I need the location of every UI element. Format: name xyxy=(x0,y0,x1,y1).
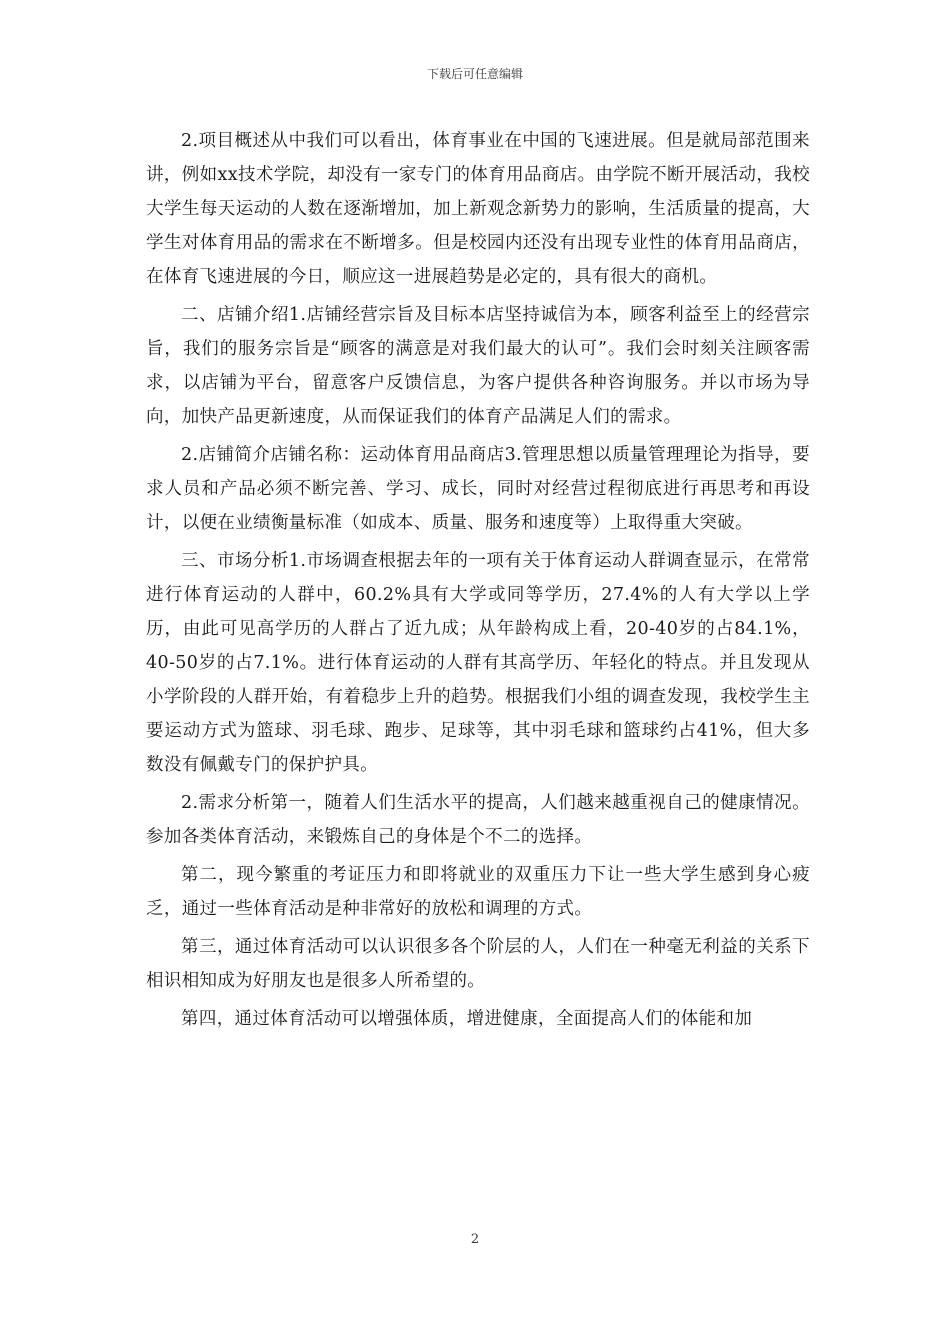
document-body xyxy=(146,124,810,1040)
paragraph-store-profile: 2.店铺简介店铺名称：运动体育用品商店3.管理思想以质量管理理论为指导，要求人员和产品必须不断完善、学习、成长，同时对经营过程彻底进行再思考和再设计，以便在业绩衡量标准（如成本、质量、服务和速度等）上取得重大突破。 xyxy=(146,445,810,533)
paragraph-market-analysis: 三、市场分析1.市场调查根据去年的一项有关于体育运动人群调查显示，在常常进行体育运动的人群中，60.2%具有大学或同等学历，27.4%的人有大学以上学历，由此可见高学历的人群占了近九成；从年龄构成上看，20-40岁的占84.1%，40-50岁的占7.1%。进行体育运动的人群有其高学历、年轻化的特点。并且发现从小学阶段的人群开始，有着稳步上升的趋势。根据我们小组的调查发现，我校学生主要运动方式为篮球、羽毛球、跑步、足球等，其中羽毛球和篮球约占41%，但大多数没有佩戴专门的保护护具。 xyxy=(146,551,810,775)
page-header: 下载后可任意编辑 xyxy=(426,67,523,81)
page-number: 2 xyxy=(470,1232,480,1247)
paragraph-demand-second: 第二，现今繁重的考证压力和即将就业的双重压力下让一些大学生感到身心疲乏，通过一些体育活动是种非常好的放松和调理的方式。 xyxy=(146,865,810,919)
paragraph-demand-first: 2.需求分析第一，随着人们生活水平的提高，人们越来越重视自己的健康情况。参加各类体育活动，来锻炼自己的身体是个不二的选择。 xyxy=(146,793,810,847)
paragraph-store-introduction: 二、店铺介绍1.店铺经营宗旨及目标本店坚持诚信为本，顾客利益至上的经营宗旨，我们的服务宗旨是“顾客的满意是对我们最大的认可”。我们会时刻关注顾客需求，以店铺为平台，留意客户反馈信息，为客户提供各种咨询服务。并以市场为导向，加快产品更新速度，从而保证我们的体育产品满足人们的需求。 xyxy=(146,305,810,427)
paragraph-demand-fourth: 第四，通过体育活动可以增强体质，增进健康，全面提高人们的体能和加 xyxy=(181,1009,753,1029)
paragraph-project-overview: 2.项目概述从中我们可以看出，体育事业在中国的飞速进展。但是就局部范围来讲，例如xx技术学院，却没有一家专门的体育用品商店。由学院不断开展活动，我校大学生每天运动的人数在逐渐增加，加上新观念新势力的影响，生活质量的提高，大学生对体育用品的需求在不断增多。但是校园内还没有出现专业性的体育用品商店，在体育飞速进展的今日，顺应这一进展趋势是必定的，具有很大的商机。 xyxy=(146,131,810,287)
paragraph-demand-third: 第三，通过体育活动可以认识很多各个阶层的人，人们在一种毫无利益的关系下相识相知成为好朋友也是很多人所希望的。 xyxy=(146,937,810,991)
